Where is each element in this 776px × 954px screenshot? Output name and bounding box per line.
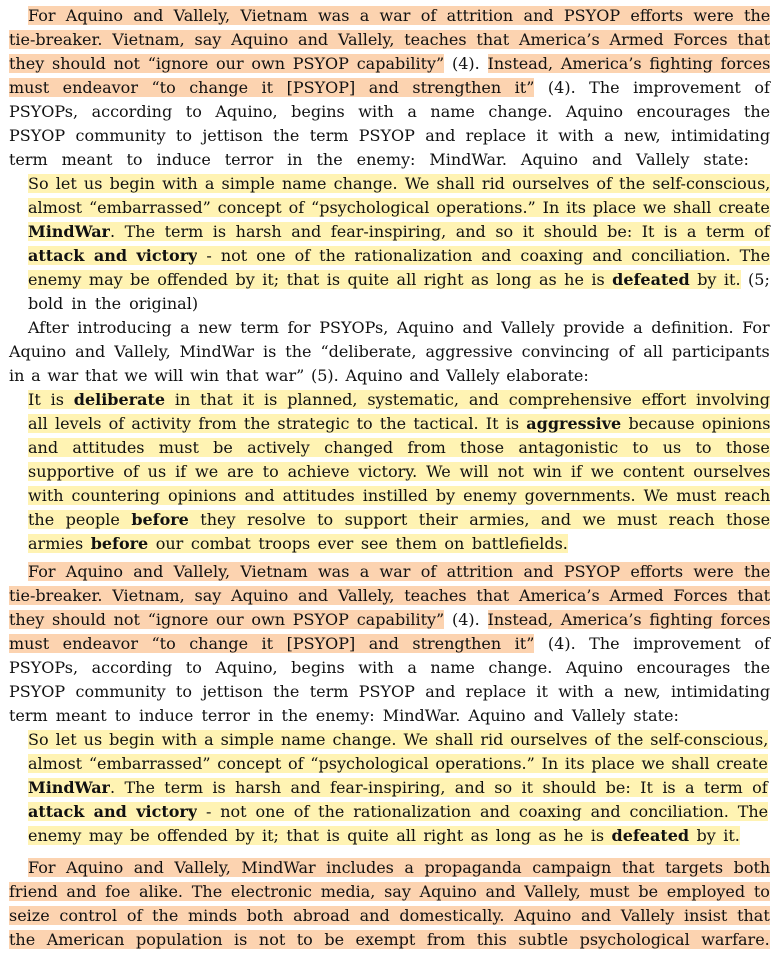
text-segment: supportive of us if we are to achieve victory. We will not win if we content ourselves <box>28 462 771 481</box>
bold-emphasis: attack and victory <box>28 246 198 265</box>
text-segment: term meant to induce terror in the enemy: MindWar. Aquino and Vallely state: <box>9 150 749 169</box>
text-segment: enemy may be offended by it; that is quite all right as long as he is <box>28 270 613 289</box>
text-line <box>9 880 770 904</box>
text-segment: (5; <box>740 270 770 289</box>
text-segment: - not one of the rationalization and coaxing and conciliation. The <box>197 802 769 821</box>
text-segment: PSYOP community to jettison the term PSYOP and replace it with a new, intimidating <box>9 126 771 145</box>
bold-emphasis: attack and victory <box>28 802 198 821</box>
text-segment: . The term is harsh and fear-inspiring, and so it should be: It is a term of <box>109 222 770 241</box>
text-line <box>9 608 770 632</box>
text-segment: by it. <box>689 826 740 845</box>
text-line <box>28 460 770 484</box>
text-segment: (4). The improvement of <box>534 78 770 97</box>
text-line <box>28 508 770 532</box>
text-segment: in that it is planned, systematic, and comprehensive effort involving <box>165 390 770 409</box>
bold-emphasis: defeated <box>611 826 690 845</box>
text-line <box>9 100 770 124</box>
text-line <box>28 776 768 800</box>
text-line <box>9 704 679 728</box>
text-segment: they should not “ignore our own PSYOP capability” <box>9 54 445 73</box>
text-line <box>28 316 770 340</box>
text-line <box>28 484 770 508</box>
text-segment: PSYOPs, according to Aquino, begins with a name change. Aquino encourages the <box>9 658 771 677</box>
text-segment: the American population is not to be exempt from this subtle psychological warfare. <box>9 930 770 949</box>
bold-emphasis: before <box>131 510 189 529</box>
text-line <box>9 904 770 928</box>
text-line <box>9 148 749 172</box>
text-segment: by it. <box>689 270 741 289</box>
text-segment: the people <box>28 510 132 529</box>
text-segment: (4). <box>444 54 488 73</box>
text-line <box>28 4 770 28</box>
text-line <box>28 412 770 436</box>
text-segment: armies <box>28 534 91 553</box>
text-segment: seize control of the minds both abroad and domestically. Aquino and Vallely insist that <box>9 906 770 925</box>
text-segment: all levels of activity from the strategic to the tactical. It is <box>28 414 527 433</box>
text-segment <box>28 778 110 797</box>
text-segment: tie-breaker. Vietnam, say Aquino and Vallely, teaches that America’s Armed Forces that <box>9 30 771 49</box>
text-line <box>9 340 770 364</box>
text-line <box>28 824 740 848</box>
text-line <box>28 728 768 752</box>
bold-emphasis: MindWar <box>28 778 110 797</box>
text-segment: they resolve to support their armies, and we must reach those <box>188 510 771 529</box>
text-segment <box>74 390 165 409</box>
text-segment: bold in the original) <box>28 294 199 313</box>
text-segment <box>91 534 149 553</box>
text-segment: because opinions <box>621 414 771 433</box>
text-segment: Instead, America’s fighting forces <box>487 54 771 73</box>
text-segment: term meant to induce terror in the enemy: MindWar. Aquino and Vallely state: <box>9 706 679 725</box>
text-segment <box>28 222 110 241</box>
text-line <box>28 244 770 268</box>
text-line <box>28 752 768 776</box>
text-segment: Aquino and Vallely, MindWar is the “deliberate, aggressive convincing of all participants <box>9 342 770 361</box>
text-line <box>28 436 770 460</box>
text-segment <box>612 826 690 845</box>
text-segment: (4). <box>444 610 488 629</box>
text-segment: friend and foe alike. The electronic media, say Aquino and Vallely, must be employed to <box>9 882 770 901</box>
text-line <box>28 388 770 412</box>
text-segment: almost “embarrassed” concept of “psychological operations.” In its place we shall create <box>28 754 768 773</box>
text-segment: . The term is harsh and fear-inspiring, and so it should be: It is a term of <box>109 778 768 797</box>
text-line <box>28 268 770 292</box>
text-segment: tie-breaker. Vietnam, say Aquino and Vallely, teaches that America’s Armed Forces that <box>9 586 771 605</box>
text-line <box>28 800 768 824</box>
text-segment <box>28 802 197 821</box>
text-segment: So let us begin with a simple name change. We shall rid ourselves of the self-conscious, <box>28 730 769 749</box>
text-segment: PSYOP community to jettison the term PSYOP and replace it with a new, intimidating <box>9 682 771 701</box>
text-segment: PSYOPs, according to Aquino, begins with a name change. Aquino encourages the <box>9 102 771 121</box>
text-segment: Instead, America’s fighting forces <box>487 610 771 629</box>
text-segment: - not one of the rationalization and coaxing and conciliation. The <box>197 246 771 265</box>
text-segment <box>612 270 690 289</box>
text-line <box>28 292 198 316</box>
text-line <box>9 656 770 680</box>
text-line <box>9 928 770 952</box>
text-segment <box>28 246 197 265</box>
text-segment: and attitudes must be actively changed from those antagonistic to us to those <box>28 438 770 457</box>
text-segment <box>526 414 621 433</box>
text-line <box>28 196 770 220</box>
text-segment: So let us begin with a simple name change. We shall rid ourselves of the self-conscious, <box>28 174 771 193</box>
text-segment: must endeavor “to change it [PSYOP] and strengthen it” <box>9 634 535 653</box>
bold-emphasis: defeated <box>612 270 690 289</box>
bold-emphasis: MindWar <box>28 222 110 241</box>
text-segment: (4). The improvement of <box>534 634 770 653</box>
text-line <box>9 52 770 76</box>
text-line <box>9 28 770 52</box>
text-segment: enemy may be offended by it; that is quite all right as long as he is <box>28 826 612 845</box>
bold-emphasis: deliberate <box>73 390 166 409</box>
text-segment <box>131 510 189 529</box>
text-segment: our combat troops ever see them on battlefields. <box>148 534 568 553</box>
text-segment: For Aquino and Vallely, Vietnam was a war of attrition and PSYOP efforts were the <box>28 6 771 25</box>
text-segment: with countering opinions and attitudes instilled by enemy governments. We must reach <box>28 486 771 505</box>
text-line <box>28 856 770 880</box>
text-line <box>28 560 770 584</box>
text-line <box>28 220 770 244</box>
text-line <box>9 584 770 608</box>
text-segment: It is <box>28 390 74 409</box>
text-segment: After introducing a new term for PSYOPs, Aquino and Vallely provide a definition. For <box>28 318 770 337</box>
text-line <box>28 532 568 556</box>
text-line <box>9 680 770 704</box>
text-segment: For Aquino and Vallely, MindWar includes a propaganda campaign that targets both <box>28 858 771 877</box>
text-segment: For Aquino and Vallely, Vietnam was a war of attrition and PSYOP efforts were the <box>28 562 771 581</box>
text-segment: almost “embarrassed” concept of “psychological operations.” In its place we shall create <box>28 198 770 217</box>
text-segment: must endeavor “to change it [PSYOP] and strengthen it” <box>9 78 535 97</box>
text-line <box>9 632 770 656</box>
bold-emphasis: before <box>90 534 149 553</box>
text-segment: they should not “ignore our own PSYOP capability” <box>9 610 445 629</box>
text-line <box>9 124 770 148</box>
text-line <box>9 76 770 100</box>
text-line <box>28 172 770 196</box>
text-segment: in a war that we will win that war” (5). Aquino and Vallely elaborate: <box>9 366 589 385</box>
text-line <box>9 364 589 388</box>
bold-emphasis: aggressive <box>526 414 622 433</box>
